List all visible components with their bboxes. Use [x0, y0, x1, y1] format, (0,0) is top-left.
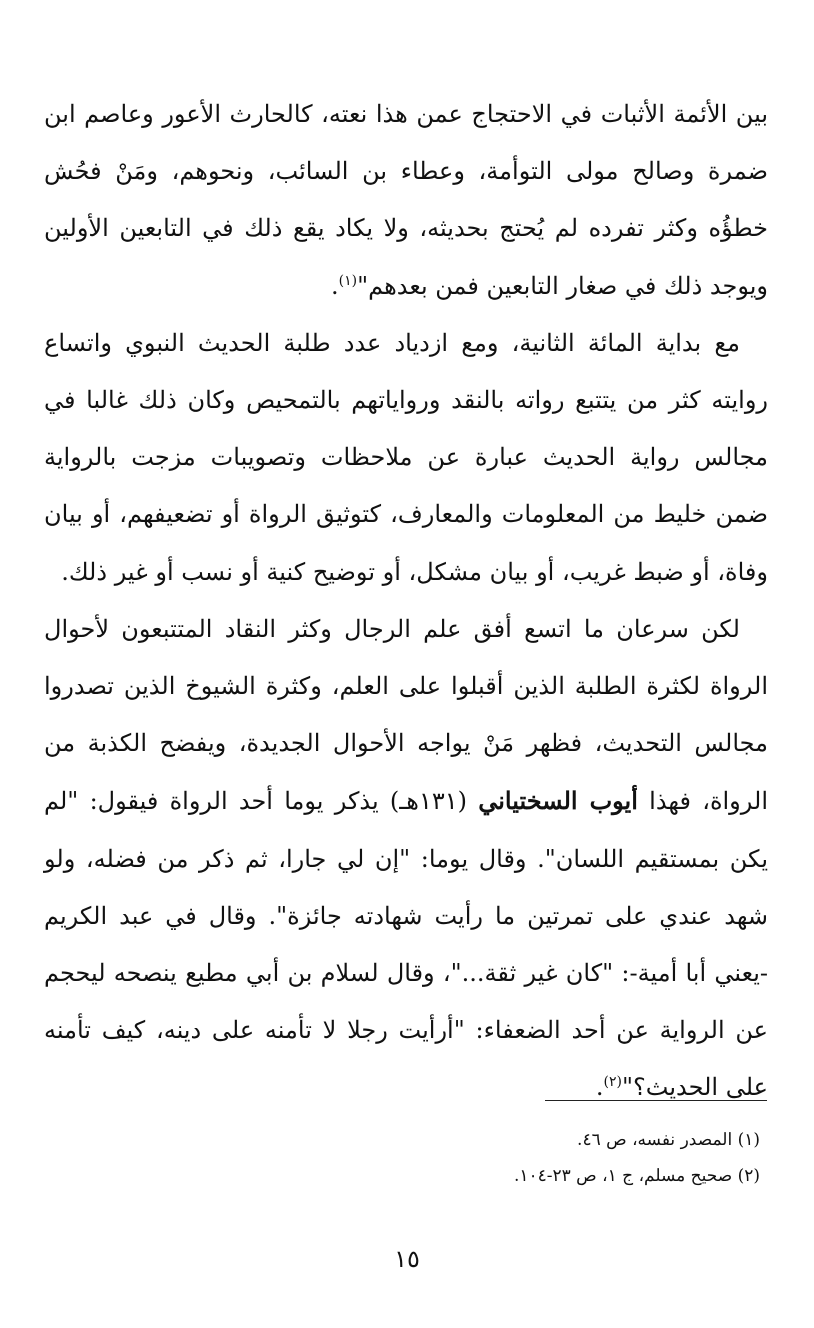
scholar-name: أيوب السختياني	[478, 786, 638, 816]
main-text	[44, 86, 768, 1117]
paragraph-3-before: لكن سرعان ما اتسع أفق علم الرجال وكثر النقاد المتتبعون لأحوال الرواة لكثرة الطلبة الذين أقبلوا على العلم، وكثرة الشيوخ الذين تصدروا مجالس التحديث، فظهر مَنْ يواجه الأحوال الجديدة، ويفضح الكذبة من الرواة، فهذا	[44, 614, 768, 816]
paragraph-1-text: بين الأئمة الأثبات في الاحتجاج عمن هذا نعته، كالحارث الأعور وعاصم ابن ضمرة وصالح مولى التوأمة، وعطاء بن السائب، ونحوهم، ومَنْ فحُش خطؤُه وكثر تفرده لم يُحتج بحديثه، ولا يكاد يقع ذلك في التابعين الأولين ويوجد ذلك في صغار التابعين فمن بعدهم"	[44, 100, 769, 300]
paragraph-2-text: مع بداية المائة الثانية، ومع ازدياد عدد طلبة الحديث النبوي واتساع روايته كثر من يتتبع رواته بالنقد ورواياتهم بالتمحيص وكان ذلك غالبا في مجالس رواية الحديث عبارة عن ملاحظات وتصويبات مزجت بالرواية ضمن خليط من المعلومات والمعارف، كتوثيق الرواة أو تضعيفهم، أو بيان وفاة، أو ضبط غريب، أو بيان مشكل، أو توضيح كنية أو نسب أو غير ذلك.	[44, 328, 769, 586]
paragraph-3-after: (١٣١هـ) يذكر يوما أحد الرواة فيقول: "لم يكن بمستقيم اللسان". وقال يوما: "إن لي جارا، ثم ذكر من فضله، ولو شهد عندي على تمرتين ما رأيت شهادته جائزة". وقال في عبد الكريم -يعني أبا أمية-: "كان غير ثقة..."، وقال لسلام بن أبي مطيع ينصحه ليحجم عن الرواية عن أحد الضعفاء: "أرأيت رجلا لا تأمنه على دينه، كيف تأمنه على الحديث؟"	[44, 787, 769, 1102]
paragraph-2	[44, 315, 768, 601]
paragraph-3-end: .	[595, 1073, 604, 1102]
footnote-divider	[545, 1100, 767, 1101]
paragraph-1-end: .	[331, 271, 339, 300]
footnote-ref-1: (١)	[338, 272, 358, 289]
footnote-2: (٢) صحيح مسلم، ج ١، ص ٢٣-١٠٤.	[513, 1166, 760, 1186]
paragraph-3	[44, 601, 768, 1117]
footnotes	[44, 1122, 760, 1194]
footnote-ref-2: (٢)	[603, 1074, 622, 1091]
page-number: ١٥	[394, 1245, 420, 1273]
paragraph-1	[44, 86, 768, 315]
footnote-1: (١) المصدر نفسه، ص ٤٦.	[577, 1130, 760, 1150]
